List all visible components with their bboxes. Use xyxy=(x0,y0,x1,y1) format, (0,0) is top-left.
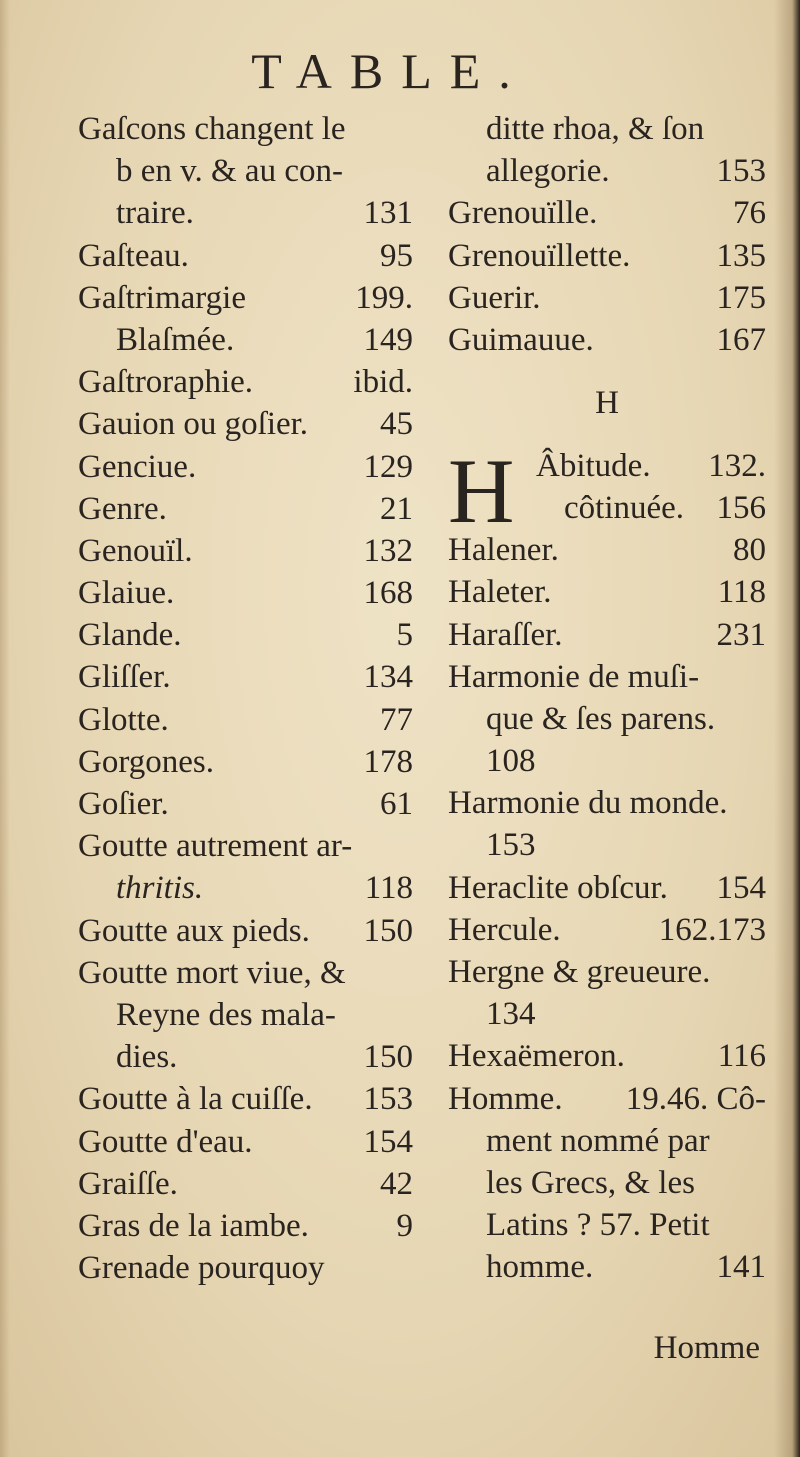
entry-page: 129 xyxy=(363,448,413,485)
entry-text: Goutte à la cuiſſe. xyxy=(78,1081,313,1118)
entry-text: Gaſtroraphie. xyxy=(78,364,254,401)
index-entry xyxy=(448,867,766,909)
index-entry xyxy=(448,824,766,866)
entry-text: Reyne des mala- xyxy=(116,996,336,1033)
index-entry xyxy=(448,529,766,571)
entry-text: Gaſteau. xyxy=(78,237,189,274)
index-entry xyxy=(78,446,413,488)
entry-text: Gaſtrimargie xyxy=(78,279,246,316)
index-entry xyxy=(448,150,766,192)
entry-text: Grenouïlle. xyxy=(448,195,598,232)
entry-text: Gliſſer. xyxy=(78,659,171,696)
entry-page: 9 xyxy=(396,1207,413,1244)
entry-page: 162.173 xyxy=(658,911,766,948)
entry-text: ditte rhoa, & ſon xyxy=(486,111,705,147)
entry-text: Hercule. xyxy=(448,911,561,948)
index-entry xyxy=(448,909,766,951)
entry-text: Hergne & greueure. xyxy=(448,954,711,990)
entry-text: Âbitude. xyxy=(536,448,651,485)
index-entry xyxy=(78,1247,413,1289)
entry-page: 167 xyxy=(716,321,766,358)
page-title: TABLE. xyxy=(251,43,529,99)
index-entry xyxy=(78,867,413,909)
entry-page: 135 xyxy=(716,237,766,274)
entry-text: Latins ? 57. Petit xyxy=(486,1207,710,1244)
entry-text: Blaſmée. xyxy=(116,321,235,358)
entry-text: Genre. xyxy=(78,490,167,527)
dropcap-entry xyxy=(448,440,766,543)
entry-page: 45 xyxy=(380,406,413,443)
index-entry xyxy=(448,571,766,613)
index-entry xyxy=(448,319,766,361)
index-entry xyxy=(78,488,413,530)
index-entry xyxy=(78,235,413,277)
entry-page: 134 xyxy=(363,659,413,696)
entry-page: 154 xyxy=(363,1123,413,1160)
entry-text: ment nommé par xyxy=(486,1122,710,1159)
entry-page: 156 xyxy=(716,490,766,527)
entry-text: b en v. & au con- xyxy=(116,153,343,190)
index-entry xyxy=(448,108,766,150)
index-entry xyxy=(448,277,766,319)
entry-text: dies. xyxy=(116,1039,178,1076)
entry-text: Gaſcons changent le xyxy=(78,111,346,147)
index-entry xyxy=(448,698,766,740)
entry-page: 116 xyxy=(717,1038,766,1075)
index-entry xyxy=(78,1163,413,1205)
index-entry xyxy=(78,572,413,614)
page-binding-edge xyxy=(774,0,800,1457)
index-entry xyxy=(448,1120,766,1162)
entry-page: 132 xyxy=(363,532,413,569)
index-entry xyxy=(78,952,413,994)
entry-page: 5 xyxy=(396,617,413,654)
index-entry xyxy=(78,277,413,319)
entry-text: les Grecs, & les xyxy=(486,1164,695,1201)
entry-page: 19.46. Cô- xyxy=(625,1080,766,1117)
entry-page: 95 xyxy=(380,237,413,274)
entry-page: 118 xyxy=(364,870,413,907)
entry-text: Glaiue. xyxy=(78,575,175,612)
entry-text: Goutte aux pieds. xyxy=(78,912,310,949)
entry-text: Hexaëmeron. xyxy=(448,1038,625,1075)
entry-page: 199. xyxy=(355,279,413,316)
entry-text: 134 xyxy=(486,996,536,1033)
entry-page: 154 xyxy=(716,869,766,906)
index-entry xyxy=(448,656,766,698)
entry-text: 153 xyxy=(486,827,536,864)
index-entry xyxy=(78,361,413,403)
index-entry xyxy=(78,403,413,445)
entry-text: Gras de la iambe. xyxy=(78,1207,309,1244)
entry-text: Harmonie du monde. xyxy=(448,785,728,822)
index-entry xyxy=(78,783,413,825)
index-entry xyxy=(78,994,413,1036)
entry-text: Guimauue. xyxy=(448,321,594,358)
index-entry xyxy=(448,192,766,234)
entry-page: 175 xyxy=(716,279,766,316)
entry-page: 118 xyxy=(717,574,766,611)
entry-page: 42 xyxy=(380,1165,413,1202)
entry-page: 150 xyxy=(363,1039,413,1076)
index-entry xyxy=(78,1078,413,1120)
dropcap-line-2 xyxy=(564,487,766,529)
entry-text: Haleter. xyxy=(448,574,552,611)
entry-page: 61 xyxy=(380,786,413,822)
section-heading-h xyxy=(448,361,766,445)
index-entry xyxy=(448,1078,766,1120)
index-entry xyxy=(448,951,766,993)
index-entry xyxy=(448,1246,766,1288)
index-entry xyxy=(78,741,413,783)
dropcap-line-1 xyxy=(536,445,766,487)
entry-page: 80 xyxy=(733,532,766,569)
entry-text: Gorgones. xyxy=(78,743,214,780)
entry-text: Glotte. xyxy=(78,701,169,738)
index-entry xyxy=(78,825,413,867)
entry-page: ibid. xyxy=(353,364,413,401)
entry-text: Grenade pourquoy xyxy=(78,1250,325,1287)
entry-text: Goſier. xyxy=(78,786,169,822)
entry-page: 231 xyxy=(716,616,766,653)
entry-text: homme. xyxy=(486,1249,594,1286)
index-entry xyxy=(78,699,413,741)
index-entry xyxy=(78,910,413,952)
entry-text: allegorie. xyxy=(486,153,610,190)
index-entry xyxy=(78,530,413,572)
index-entry xyxy=(78,1205,413,1247)
entry-text: Guerir. xyxy=(448,279,541,316)
entry-text: Gauion ou goſier. xyxy=(78,406,309,443)
entry-page: 76 xyxy=(733,195,766,232)
index-entry xyxy=(78,1036,413,1078)
entry-text: Haraſſer. xyxy=(448,616,563,653)
right-column-bottom-entries xyxy=(448,529,766,1288)
index-entry xyxy=(78,150,413,192)
entry-text: 108 xyxy=(486,743,536,780)
index-entry xyxy=(448,740,766,782)
index-entry xyxy=(448,1204,766,1246)
entry-text: thritis. xyxy=(116,870,204,907)
index-entry xyxy=(448,235,766,277)
entry-page: 21 xyxy=(380,490,413,527)
entry-text: que & ſes parens. xyxy=(486,700,716,737)
index-entry xyxy=(448,782,766,824)
entry-text: Grenouïllette. xyxy=(448,237,631,274)
entry-page: 131 xyxy=(363,195,413,232)
entry-text: Genciue. xyxy=(78,448,197,485)
entry-text: Goutte d'eau. xyxy=(78,1123,253,1160)
catchword: Homme xyxy=(653,1330,760,1366)
index-entry xyxy=(78,319,413,361)
entry-text: Halener. xyxy=(448,532,559,569)
entry-page: 178 xyxy=(363,743,413,780)
entry-text: Homme. xyxy=(448,1080,563,1117)
index-entry xyxy=(78,192,413,234)
page-left-shadow xyxy=(0,0,10,1457)
index-entry xyxy=(78,614,413,656)
dropcap-letter: H xyxy=(448,440,515,543)
entry-text: Heraclite obſcur. xyxy=(448,869,668,906)
index-entry xyxy=(448,1162,766,1204)
index-entry xyxy=(78,1121,413,1163)
entry-page: 149 xyxy=(363,321,413,358)
right-column-top-entries xyxy=(448,108,766,361)
entry-page: 153 xyxy=(363,1081,413,1118)
entry-page: 150 xyxy=(363,912,413,949)
entry-page: 153 xyxy=(716,153,766,190)
entry-text: Goutte mort viue, & xyxy=(78,954,346,991)
entry-text: Glande. xyxy=(78,617,182,654)
entry-text: Harmonie de muſi- xyxy=(448,658,700,695)
index-column-left xyxy=(78,108,413,1289)
entry-page: 77 xyxy=(380,701,413,738)
section-letter: H xyxy=(595,385,619,422)
entry-text: Graiſſe. xyxy=(78,1165,178,1202)
entry-text: traire. xyxy=(116,195,194,232)
entry-page: 141 xyxy=(716,1249,766,1286)
entry-text: Goutte autrement ar- xyxy=(78,828,353,865)
index-entry xyxy=(448,614,766,656)
entry-page: 168 xyxy=(363,575,413,612)
index-entry xyxy=(78,656,413,698)
index-entry xyxy=(78,108,413,150)
index-column-right xyxy=(448,108,766,1289)
index-entry xyxy=(448,1035,766,1077)
index-entry xyxy=(448,993,766,1035)
entry-text: côtinuée. xyxy=(564,490,685,527)
entry-text: Genouïl. xyxy=(78,532,193,569)
entry-page: 132. xyxy=(708,448,766,485)
